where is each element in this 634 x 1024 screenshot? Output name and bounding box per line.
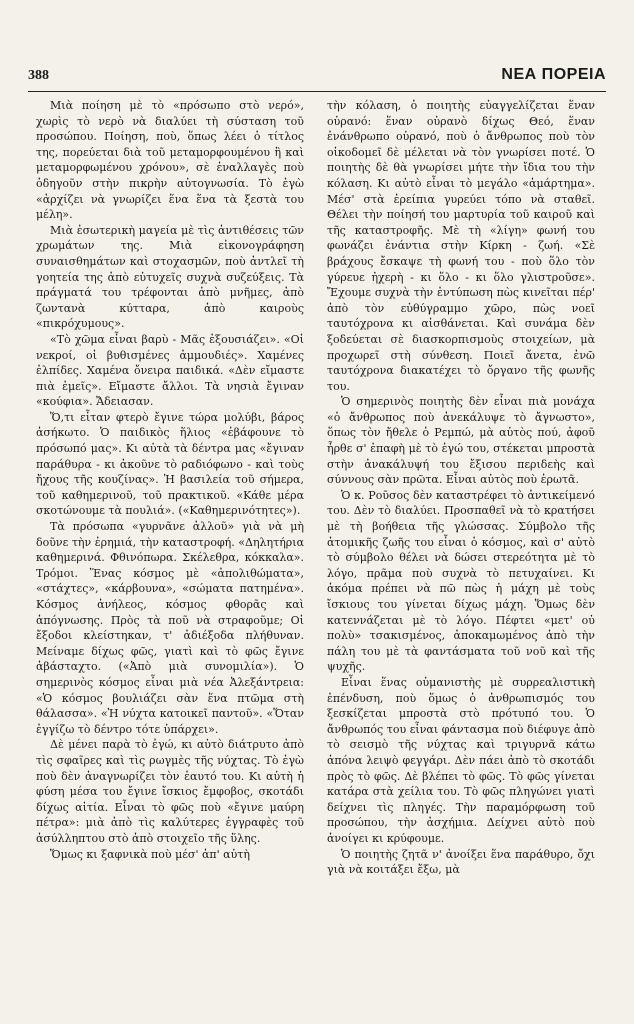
paragraph: Εἶναι ἕνας οὐμανιστὴς μὲ συρρεαλιστικὴ ἐπένδυση, ποὺ ὅμως ὁ ἀνθρωπισμός του ξεσκίζεται μπροστὰ στὸ πρότυπό του. Ὁ ἄνθρωπός του εἶναι φάντασμα ποὺ διέφυγε ἀπὸ τὸ σεισμὸ τῆς νύχτας καὶ τριγυρνᾶ κάτω ἀπόνα λειψὸ φεγγάρι. Δὲν πάει ἀπὸ τὸ σκοτάδι πρὸς τὸ φῶς. Δὲ βλέπει τὸ φῶς. Τὸ φῶς γίνεται κατάρα στὰ χείλια του. Τὸ φῶς πληγώνει γιατὶ δείχνει τὶς πληγές. Τὴν παραμόρφωση τοῦ προσώπου, τὴν ἀσχήμια. Δείχνει αὐτὸ ποὺ ἀνοίγει κι κρύφουμε. (327, 675, 595, 845)
paragraph: Μιὰ ἐσωτερικὴ μαγεία μὲ τὶς ἀντιθέσεις τῶν χρωμάτων της. Μιὰ εἰκονογράφηση συναισθημάτων καὶ στοχασμῶν, ποὺ ἀντλεῖ τὴ γοητεία της ἀπὸ εὐτυχεῖς συχνὰ συζεύξεις. Τὰ πράγματά του τρέφονται ἀπὸ μνῆμες, ἀπὸ ζωντανὰ κύτταρα, ἀπὸ καιροὺς «πικρόχυμους». (36, 223, 304, 331)
paragraph: Ὁ ποιητὴς ζητᾶ ν' ἀνοίξει ἕνα παράθυρο, ὄχι γιὰ νὰ κοιτάξει ἔξω, μὰ (327, 847, 595, 877)
paragraph: Ὁ σημερινὸς ποιητὴς δὲν εἶναι πιὰ μονάχα «ὁ ἄνθρωπος ποὺ ἀνεκάλυψε τὸ ἄγνωστο», ὅπως τὸν ἤθελε ὁ Ρεμπώ, μὰ αὐτὸς πού, ἀφοῦ ἦρθε σ' ἐπαφὴ μὲ τὸ ἐγώ του, στέκεται μπροστὰ στὴν ἀνακάλυψή του ἔξισου περιδεὴς καὶ σύννους σὰν πρῶτα. Εἶναι αὐτὸς ποὺ ἐρωτᾶ. (327, 395, 595, 487)
paragraph: Ὁ κ. Ροῦσος δὲν καταστρέφει τὸ ἀντικείμενό του. Δὲν τὸ διαλύει. Προσπαθεῖ νὰ τὸ κρατήσει μὲ τὴ βοήθεια τῆς γλώσσας. Σύμβολο τῆς ἀτομικῆς ζωῆς του εἶναι ὁ κόσμος, καὶ σ' αὐτὸ τὸ σύμβολο θέλει νὰ δώσει στερεότητα μὲ τὸ λόγο, πρᾶμα ποὺ συχνὰ τὸ πετυχαίνει. Κι ἀκόμα πρέπει νὰ πῶ πὼς ἡ μάχη μὲ τοὺς ἴσκιους του γίνεται δίχως μάχη. Ὅμως δὲν κατεννάζεται μὲ τὸ λόγο. Πέφτει «μετ' οὐ πολὺ» τσακισμένος, ἀποκαμωμένος ἀπὸ τὴν πάλη του μὲ τὰ φαντάσματα τοῦ νοῦ καὶ τῆς ψυχῆς. (327, 488, 595, 674)
paragraph: Ὅμως κι ξαφνικὰ ποὺ μέσ' ἀπ' αὐτὴ (50, 847, 250, 861)
paragraph: τὴν κόλαση, ὁ ποιητὴς εὐαγγελίζεται ἕναν οὐρανό: ἕναν οὐρανὸ δίχως Θεό, ἕναν ἐνάνθρωπο οὐρανό, ποὺ ὁ ἄνθρωπος ποὺ τὸν οἰκοδομεῖ δὲ μέλεται νὰ τὸν γνωρίσει ποτέ. Ὁ ποιητὴς δὲ θὰ γνωρίσει μήτε τὴν ἴδια του τὴν κόλαση. Κι αὐτὸ εἶναι τὸ μεγάλο «ἁμάρτημα». Μέσ' στὰ ἐρείπια γυρεύει τόπο νὰ σταθεῖ. Θέλει τὴν ποίησή του μαρτυρία τοῦ καιροῦ καὶ τῆς καταστροφῆς. Μὲ τὴ «λίγη» φωνή του φωνάζει ἐνάντια στὴν Κίρκη - ζωή. «Σὲ βράχους ἔσκαψε τὴ φωνή του - ποὺ ὅλο τὸν γύρευε ἠχερὴ - κι ὅλο - κι ὅλο γλιστροῦσε». Ἔχουμε συχνὰ τὴν ἐντύπωση πὼς κινεῖται πέρ' ἀπὸ τὸν εὐθύγραμμο χῶρο, πὼς νοεῖ ταυτόχρονα κι αἰσθάνεται. Καὶ συνάμα δὲν ξοδεύεται σὲ διασκορπισμοὺς στοιχείων, μὰ προχωρεῖ στὴ σύνθεση. Ποιεῖ ἄνετα, ἐνῶ ταυτόχρονα διακατέχει τὸ ὄργανο τῆς φωνῆς του. (327, 99, 595, 393)
paragraph: «Τὸ χῶμα εἶναι βαρὺ - Μᾶς ἐξουσιάζει». «Οἱ νεκροί, οἱ βυθισμένες ἀμμουδιές». Χαμένες ἐλπίδες. Χαμένα ὄνειρα παιδικά. «Δὲν εἴμαστε πιὰ ἐμεῖς». Εἴμαστε ἄλλοι. Τὰ νησιὰ ἔγιναν «κούφια». Ἄδειασαν. (36, 332, 304, 409)
paragraph: Δὲ μένει παρὰ τὸ ἐγώ, κι αὐτὸ διάτρυτο ἀπὸ τὶς σφαῖρες καὶ τὶς ρωγμὲς τῆς νύχτας. Τὸ ἐγὼ ποὺ δὲν ἀναγνωρίζει τὸν ἑαυτό του. Κι αὐτὴ ἡ φύση μέσα του ἔγινε ἴσκιος ἔμφοβος, σκοτάδι δίχως αἰτία. Εἶναι τὸ φῶς ποὺ «ἔγινε μαύρη πέτρα»: μιὰ ἀπὸ τὶς καλύτερες ἐγγραφὲς τοῦ ἀσύλληπτου στὸ ἀπὸ στοιχεῖο τῆς ὕλης. (36, 738, 304, 845)
running-title: ΝΕΑ ΠΟΡΕΙΑ (501, 66, 606, 83)
header-rule (28, 91, 606, 92)
right-column (327, 98, 595, 1008)
page-header (28, 66, 606, 88)
paragraph: Τὰ πρόσωπα «γυρνᾶνε ἀλλοῦ» γιὰ νὰ μὴ δοῦνε τὴν ἐρημιά, τὴν καταστροφή. «Δηλητήρια καθημερινά. Φθινόπωρα. Σκέλεθρα, κόκκαλα». Τρόμοι. Ἕνας κόσμος μὲ «ἀπολιθώματα», «στάχτες», «κάρβουνα», «σώματα πατημένα». Κόσμος ἀνήλεος, κόσμος φθορᾶς καὶ ἀπόγνωσης. Πρὸς τὰ ποῦ νὰ στραφοῦμε; Οἱ ἔξοδοι κλείστηκαν, τ' ἀδιέξοδα πλήθυναν. Μείναμε δίχως φῶς, γιατὶ καὶ τὸ φῶς ἔγινε ἀβάσταχτο. («Ἀπὸ μιὰ συνομιλία»). Ὁ σημερινὸς κόσμος εἶναι μιὰ νέα Ἀλεξάντρεια: «Ὁ κόσμος βουλιάζει σὰν ἕνα πτῶμα στὴ θάλασσα». «Ἡ νύχτα κατοικεῖ παντοῦ». «Ὅταν ἐγγίζω τὸ δέντρο τότε ὑπάρχει». (36, 520, 304, 736)
page-number: 388 (28, 68, 49, 83)
left-column (36, 98, 304, 1008)
paragraph: Μιὰ ποίηση μὲ τὸ «πρόσωπο στὸ νερό», χωρὶς τὸ νερὸ νὰ διαλύει τὴ σύσταση τοῦ προσώπου. Ποίηση, ποὺ, ὅπως λέει ὁ τίτλος της, πορεύεται διὰ τοῦ μεταμορφουμένου ἢ καὶ μεταμορφωμένου χρόνου», σὲ ἐναλλαγὲς ποὺ ὁδηγοῦν στὴν πικρὴν αὐτογνωσία. Τὸ ἐγὼ «ἀρχίζει νὰ γνωρίζει ἕνα ἕνα τὰ ξεστὰ του μέλη». (36, 99, 304, 222)
paragraph: Ὅ,τι εἶταν φτερὸ ἔγινε τώρα μολύβι, βάρος ἀσήκωτο. Ὁ παιδικὸς ἥλιος «ἐβάφουνε τὸ πρόσωπό μας». Κι αὐτὰ τὰ δέντρα μας «ἔγιναν παράθυρα - κι ἀκοῦνε τὸ ραδιόφωνο - καὶ τοὺς ἤχους τῆς κουζίνας». Ἡ βασιλεία τοῦ σήμερα, τοῦ καθημερινοῦ, τοῦ πρακτικοῦ. «Κάθε μέρα σκοτώνουμε τὰ πουλιά». («Καθημερινότητες»). (36, 410, 304, 518)
